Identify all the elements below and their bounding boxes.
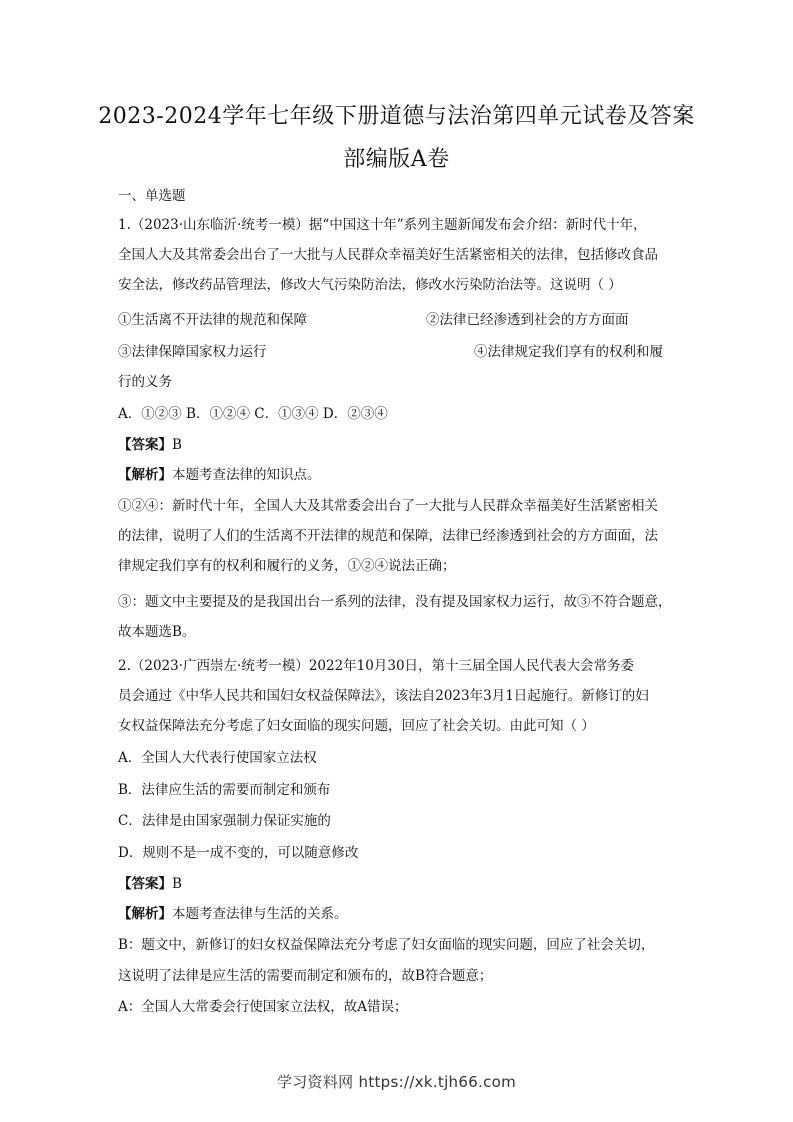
q2-option-d: D．规则不是一成不变的，可以随意修改 [118, 845, 359, 861]
q1-stem-line: 全国人大及其常委会出台了一大批与人民群众幸福美好生活紧密相关的法律，包括修改食品 [118, 247, 658, 263]
document-title-line-1: 2023-2024学年七年级下册道德与法治第四单元试卷及答案 [98, 104, 695, 129]
q1-statement-4-continued: 行的义务 [118, 374, 172, 390]
analysis-tag: 【解析】 [118, 906, 172, 922]
q2-answer [118, 874, 678, 894]
q1-choices: A．①②③ B．①②④ C．①③④ D．②③④ [118, 406, 388, 422]
answer-tag: 【答案】 [118, 437, 172, 453]
answer-value: B [172, 876, 182, 892]
section-heading: 一、单选题 [118, 188, 186, 204]
q1-answer [118, 435, 678, 455]
q1-analysis-heading [118, 465, 678, 485]
q1-analysis-line: ①②④：新时代十年，全国人大及其常委会出台了一大批与人民群众幸福美好生活紧密相关 [118, 498, 658, 514]
answer-value: B [172, 437, 182, 453]
analysis-intro: 本题考查法律与生活的关系。 [172, 906, 348, 922]
q2-analysis-line: 这说明了法律是应生活的需要而制定和颁布的，故B符合题意； [118, 968, 493, 984]
q2-analysis-heading [118, 904, 678, 924]
q1-analysis-line: 的法律，说明了人们的生活离不开法律的规范和保障，法律已经渗透到社会的方方面面，法 [118, 528, 658, 544]
q2-stem-line: 2.（2023·广西崇左·统考一模）2022年10月30日，第十三届全国人民代表大会常务委 [118, 658, 635, 674]
q1-statement-1: ①生活离不开法律的规范和保障 [118, 312, 307, 328]
q2-analysis-line: B：题文中，新修订的妇女权益保障法充分考虑了妇女面临的现实问题，回应了社会关切， [118, 937, 655, 953]
q2-option-a: A．全国人大代表行使国家立法权 [118, 750, 317, 766]
q1-analysis-line: 故本题选B。 [118, 624, 196, 640]
q1-stem-line: 1.（2023·山东临沂·统考一模）据“中国这十年”系列主题新闻发布会介绍：新时代十年， [118, 217, 647, 233]
analysis-tag: 【解析】 [118, 467, 172, 483]
q1-statement-3: ③法律保障国家权力运行 [118, 344, 267, 360]
q2-stem-line: 女权益保障法充分考虑了妇女面临的现实问题，回应了社会关切。由此可知（ ） [118, 718, 595, 734]
q1-stem-line: 安全法，修改药品管理法，修改大气污染防治法，修改水污染防治法等。这说明（ ） [118, 277, 622, 293]
analysis-intro: 本题考查法律的知识点。 [172, 467, 321, 483]
q2-analysis-line: A：全国人大常委会行使国家立法权，故A错误； [118, 999, 408, 1015]
document-title-line-2: 部编版A卷 [343, 147, 450, 172]
answer-tag: 【答案】 [118, 876, 172, 892]
footer-watermark: 学习资料网 https://xk.tjh66.com [276, 1073, 517, 1091]
q2-option-c: C．法律是由国家强制力保证实施的 [118, 813, 331, 829]
q2-stem-line: 员会通过《中华人民共和国妇女权益保障法》，该法自2023年3月1日起施行。新修订的妇 [118, 688, 649, 704]
q1-analysis-line: ③：题文中主要提及的是我国出台一系列的法律，没有提及国家权力运行，故③不符合题意， [118, 594, 672, 610]
q1-statement-4: ④法律规定我们享有的权利和履 [474, 344, 663, 360]
q1-statement-2: ②法律已经渗透到社会的方方面面 [426, 312, 629, 328]
q2-option-b: B．法律应生活的需要而制定和颁布 [118, 782, 331, 798]
q1-analysis-line: 律规定我们享有的权利和履行的义务，①②④说法正确； [118, 558, 456, 574]
